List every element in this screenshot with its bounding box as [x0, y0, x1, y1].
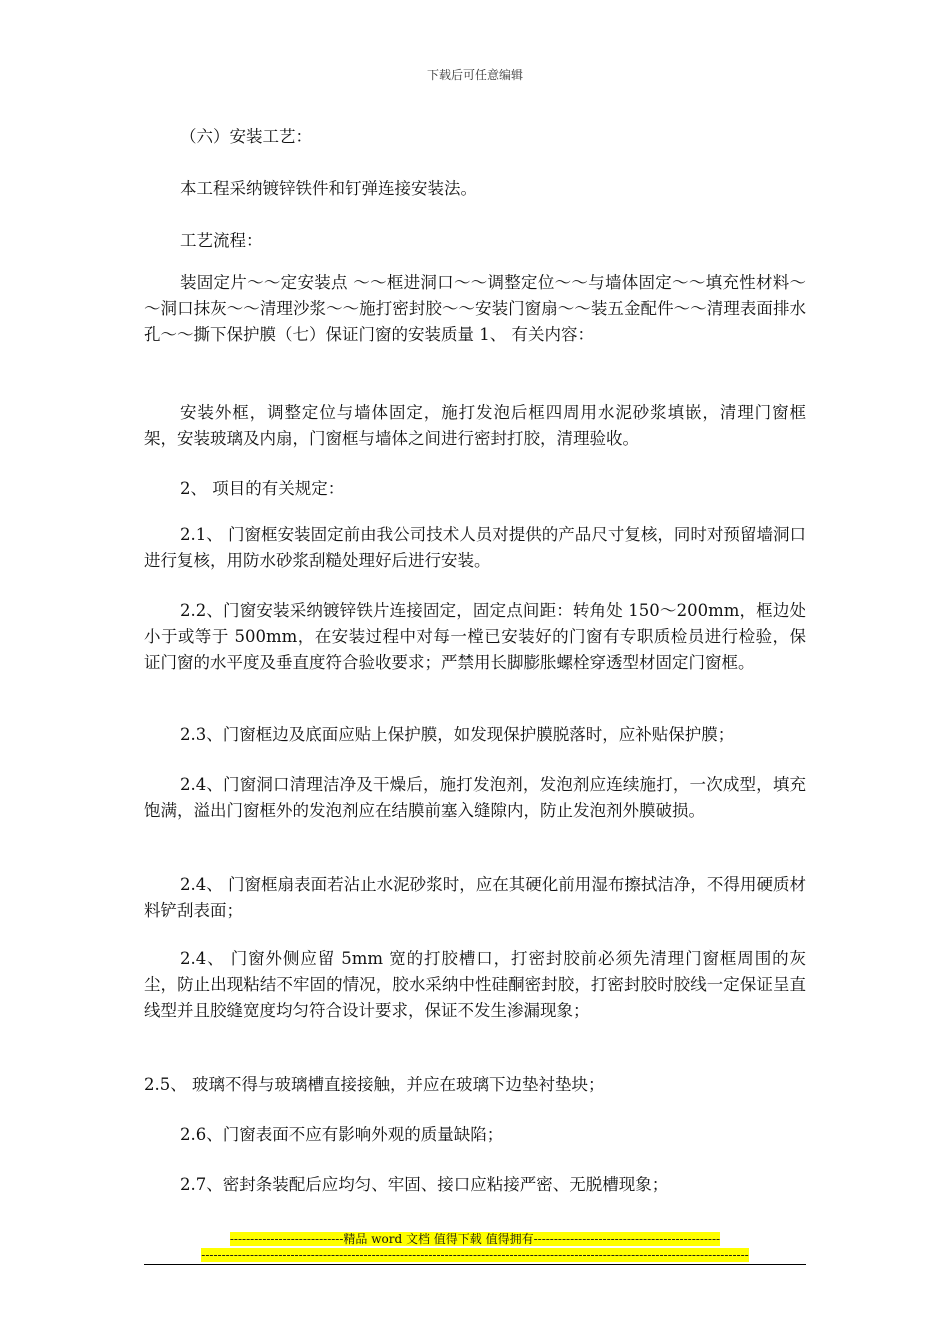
paragraph-2-1: 2.1、 门窗框安装固定前由我公司技术人员对提供的产品尺寸复核，同时对预留墙洞口进行复核，用防水砂浆刮糙处理好后进行安装。: [144, 525, 806, 570]
paragraph-2-5: 2.5、 玻璃不得与玻璃槽直接接触，并应在玻璃下边垫衬垫块；: [144, 1075, 605, 1094]
footer-divider: [144, 1264, 806, 1265]
paragraph-installation-method: 本工程采纳镀锌铁件和钉弹连接安装法。: [180, 179, 477, 198]
footer-banner-line-1: ----------------------------精品 word 文档 值得下载 值得拥有----------------------------------------------: [229, 1232, 721, 1246]
page-header: 下载后可任意编辑: [426, 68, 523, 82]
paragraph-process-flow-title: 工艺流程：: [180, 231, 263, 250]
paragraph-2-7: 2.7、密封条装配后应均匀、牢固、接口应粘接严密、无脱槽现象；: [180, 1175, 669, 1194]
section-heading-installation-process: （六）安装工艺：: [180, 127, 312, 146]
paragraph-2-4-a: 2.4、门窗洞口清理洁净及干燥后，施打发泡剂，发泡剂应连续施打，一次成型，填充饱满，溢出门窗框外的发泡剂应在结膜前塞入缝隙内，防止发泡剂外膜破损。: [144, 775, 806, 820]
paragraph-outer-frame: 安装外框，调整定位与墙体固定，施打发泡后框四周用水泥砂浆填嵌，清理门窗框架，安装玻璃及内扇，门窗框与墙体之间进行密封打胶，清理验收。: [144, 403, 806, 448]
paragraph-2-2: 2.2、门窗安装采纳镀锌铁片连接固定，固定点间距：转角处 150～200mm，框边处小于或等于 500mm，在安装过程中对每一樘已安装好的门窗有专职质检员进行检验，保证门窗的水平度及垂直度符合验收要求；严禁用长脚膨胀螺栓穿透型材固定门窗框。: [144, 601, 806, 672]
footer-banner-line-2: ---------------------------------------------------------------------------------------------------------------------------------------: [201, 1248, 749, 1262]
paragraph-2-4-c: 2.4、 门窗外侧应留 5mm 宽的打胶槽口，打密封胶前必须先清理门窗框周围的灰尘，防止出现粘结不牢固的情况，胶水采纳中性硅酮密封胶，打密封胶时胶线一定保证呈直线型并且胶缝宽度均匀符合设计要求，保证不发生渗漏现象；: [144, 949, 806, 1020]
paragraph-2-4-b: 2.4、 门窗框扇表面若沾止水泥砂浆时，应在其硬化前用湿布擦拭洁净，不得用硬质材料铲刮表面；: [144, 875, 806, 920]
paragraph-process-flow: 装固定片～～定安装点 ～～框进洞口～～调整定位～～与墙体固定～～填充性材料～～洞口抹灰～～清理沙浆～～施打密封胶～～安装门窗扇～～装五金配件～～清理表面排水孔～～撕下保护膜（七）保证门窗的安装质量 1、 有关内容：: [144, 273, 806, 344]
paragraph-2-6: 2.6、门窗表面不应有影响外观的质量缺陷；: [180, 1125, 504, 1144]
paragraph-2-3: 2.3、门窗框边及底面应贴上保护膜，如发现保护膜脱落时，应补贴保护膜；: [180, 725, 735, 744]
paragraph-regulations-heading: 2、 项目的有关规定：: [180, 479, 345, 498]
